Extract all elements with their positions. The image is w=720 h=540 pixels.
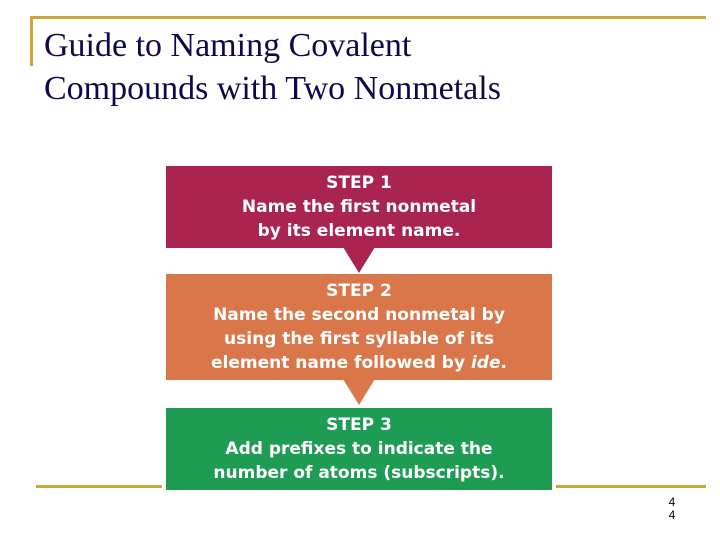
slide-title [44, 24, 684, 110]
page-number-digit-2: 4 [668, 508, 676, 522]
step-3-box [166, 408, 552, 490]
step-1-box [166, 166, 552, 248]
title-line-1: Guide to Naming Covalent [44, 27, 412, 64]
page-number-digit-1: 4 [668, 495, 676, 509]
step-2-box [166, 274, 552, 380]
step-2-line-3: element name followed by ide. [211, 353, 507, 373]
step-3-line-2: number of atoms (subscripts). [213, 463, 505, 483]
step-3-heading: STEP 3 [326, 415, 392, 435]
step-2-line-1: Name the second nonmetal by [213, 305, 505, 325]
title-line-2: Compounds with Two Nonmetals [44, 70, 501, 107]
frame-top-line [30, 16, 706, 19]
step-2-line-2: using the first syllable of its [224, 329, 494, 349]
frame-left-line [30, 16, 33, 66]
frame-bottom-left-line [36, 485, 162, 488]
down-arrow-2-icon [343, 379, 375, 405]
step-1-line-2: by its element name. [257, 221, 461, 241]
frame-bottom-right-line [556, 485, 706, 488]
step-1-heading: STEP 1 [326, 173, 392, 193]
down-arrow-1-icon [343, 247, 375, 273]
step-1-line-1: Name the first nonmetal [241, 197, 477, 217]
step-2-heading: STEP 2 [326, 281, 392, 301]
page-number [664, 496, 680, 522]
step-3-line-1: Add prefixes to indicate the [225, 439, 493, 459]
